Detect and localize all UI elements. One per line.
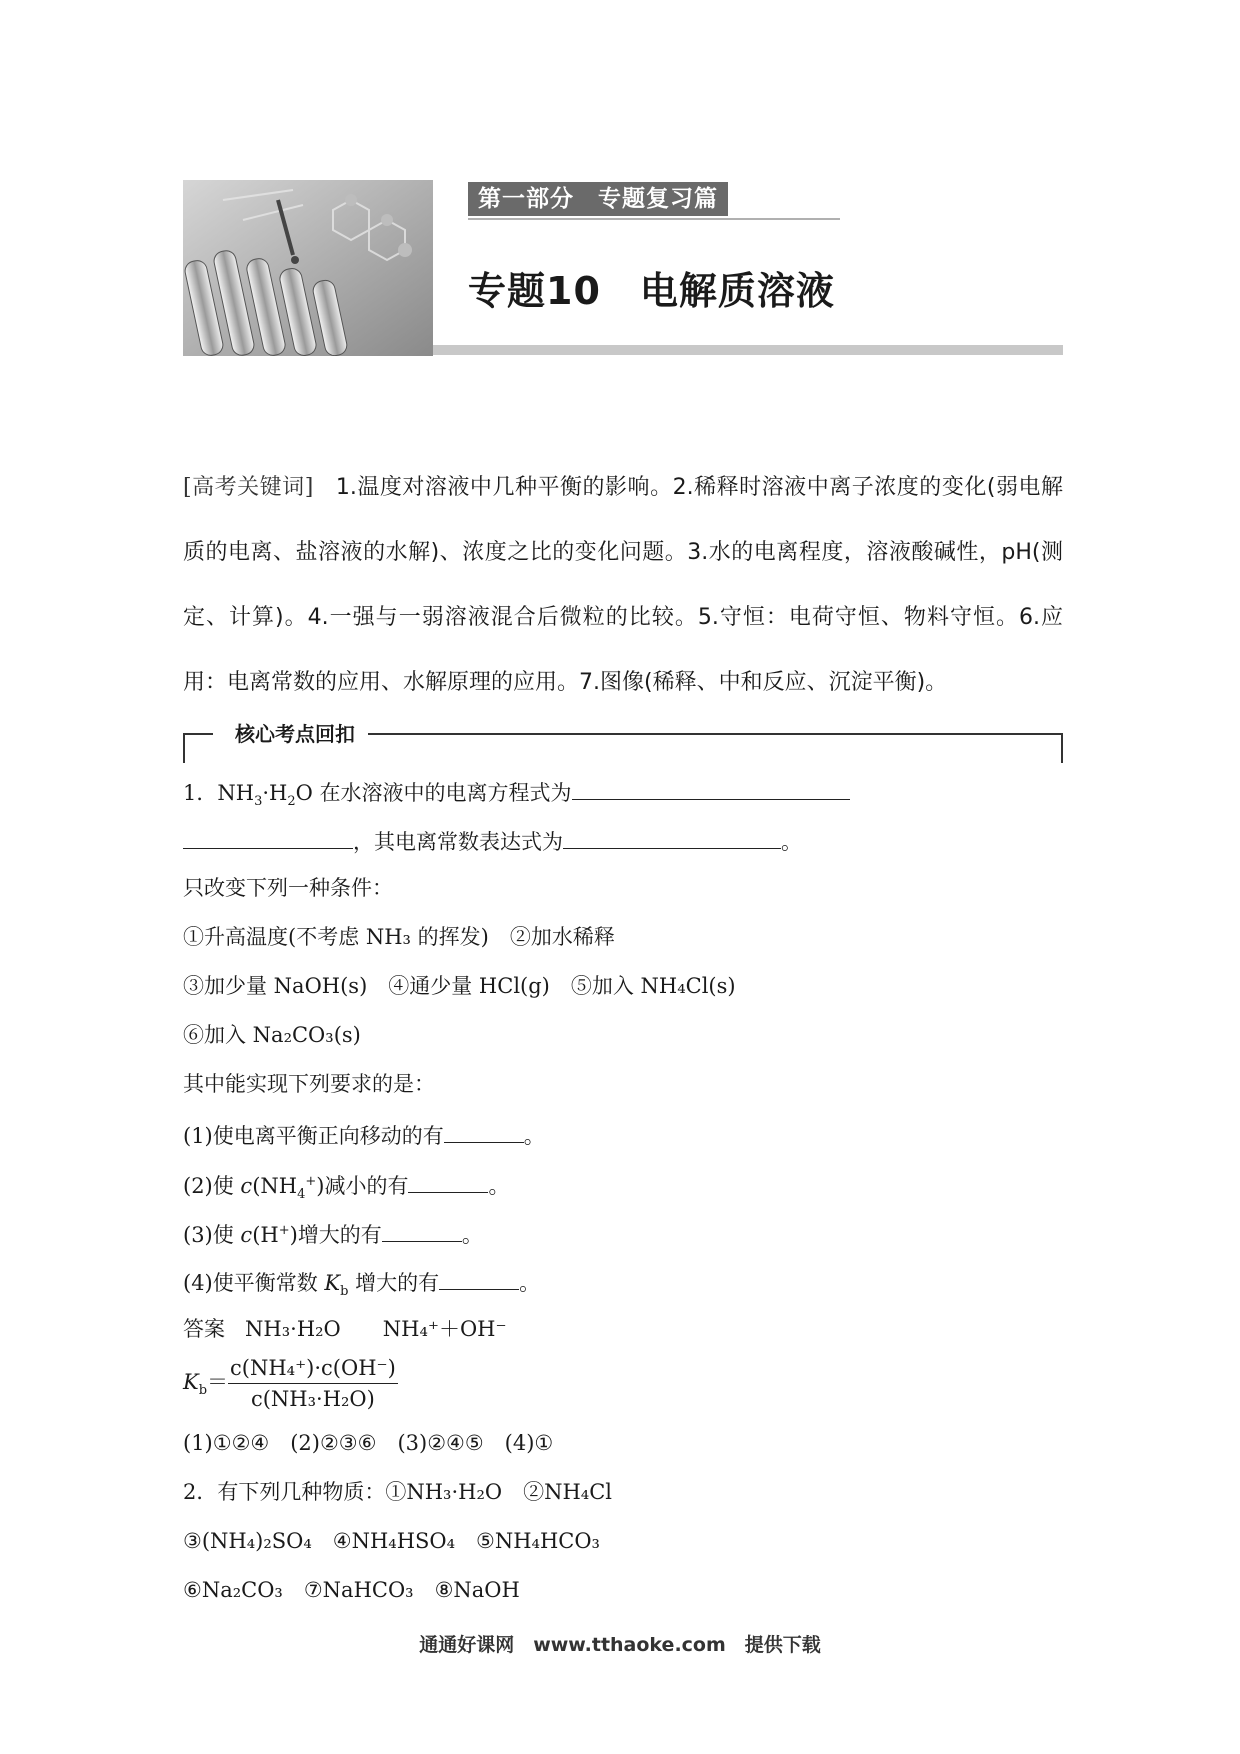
kb-expression: $K_b=$ $\frac{\text{c(NH₄⁺)·c(OH⁻)}}{\text{c(NH₃·H₂O)}}$ xyxy=(183,1356,396,1411)
q1-line3: 只改变下列一种条件： xyxy=(183,876,393,900)
header-illustration xyxy=(183,180,433,356)
page-title: 专题10 电解质溶液 xyxy=(468,269,835,313)
q2-line2: ③(NH₄)₂SO₄ ④NH₄HSO₄ ⑤NH₄HCO₃ xyxy=(183,1529,600,1553)
keywords-text: 1.温度对溶液中几种平衡的影响。2.稀释时溶液中离子浓度的变化(弱电解质的电离、盐溶液的水解)、浓度之比的变化问题。3.水的电离程度，溶液酸碱性，pH(测定、计算)。4.一强与一弱溶液混合后微粒的比较。5.守恒：电荷守恒、物料守恒。6.应用：电离常数的应用、水解原理的应用。7.图像(稀释、中和反应、沉淀平衡)。 xyxy=(183,475,1063,695)
answer-blank[interactable] xyxy=(439,1265,519,1290)
answer-blank[interactable] xyxy=(183,824,353,849)
q2-line1: 2．有下列几种物质：①NH₃·H₂O ②NH₄Cl xyxy=(183,1480,612,1504)
q1-line1: 1．$NH_3\cdot H_2O$ 在水溶液中的电离方程式为 xyxy=(183,775,850,817)
section-title: 核心考点回扣 xyxy=(235,722,355,746)
q1-sub4: (4)使平衡常数 $K_b$ 增大的有 。 xyxy=(183,1265,540,1307)
q1-conditions-1: ①升高温度(不考虑 NH₃ 的挥发) ②加水稀释 xyxy=(183,925,615,949)
q1-sub2: (2)使 $c(NH_4^+)$减小的有 。 xyxy=(183,1167,509,1210)
part-tag: 第一部分 专题复习篇 xyxy=(468,182,728,216)
keywords-paragraph xyxy=(183,455,1063,715)
answer-blank[interactable] xyxy=(572,775,850,800)
header-bar xyxy=(433,345,1063,355)
answer-blank[interactable] xyxy=(563,824,781,849)
q1-conditions-2: ③加少量 NaOH(s) ④通少量 HCl(g) ⑤加入 NH₄Cl(s) xyxy=(183,974,736,998)
keywords-label: [高考关键词] xyxy=(183,475,314,500)
q1-answer xyxy=(183,1314,507,1344)
q1-line2: ，其电离常数表达式为 。 xyxy=(183,824,802,857)
answer-blank[interactable] xyxy=(444,1118,524,1143)
answer-blank[interactable] xyxy=(382,1217,462,1242)
q1-sub3: (3)使 c(H+)增大的有 。 xyxy=(183,1216,483,1250)
q1-sub1: (1)使电离平衡正向移动的有 。 xyxy=(183,1118,545,1151)
answer-label: 答案 xyxy=(183,1317,225,1341)
q2-line3: ⑥Na₂CO₃ ⑦NaHCO₃ ⑧NaOH xyxy=(183,1578,520,1602)
kb-fraction: $\frac{\text{c(NH₄⁺)·c(OH⁻)}}{\text{c(NH₃·H₂O)}}$ xyxy=(230,1356,396,1411)
q1-ask: 其中能实现下列要求的是： xyxy=(183,1072,435,1096)
answer-equation: NH₃·H₂O NH₄⁺＋OH⁻ xyxy=(245,1317,507,1341)
answer-blank[interactable] xyxy=(408,1168,488,1193)
q1-conditions-3: ⑥加入 Na₂CO₃(s) xyxy=(183,1023,361,1047)
divider xyxy=(468,218,840,220)
page-footer: 通通好课网 www.tthaoke.com 提供下载 xyxy=(419,1634,821,1656)
q1-answer-list: (1)①②④ (2)②③⑥ (3)②④⑤ (4)① xyxy=(183,1431,554,1455)
